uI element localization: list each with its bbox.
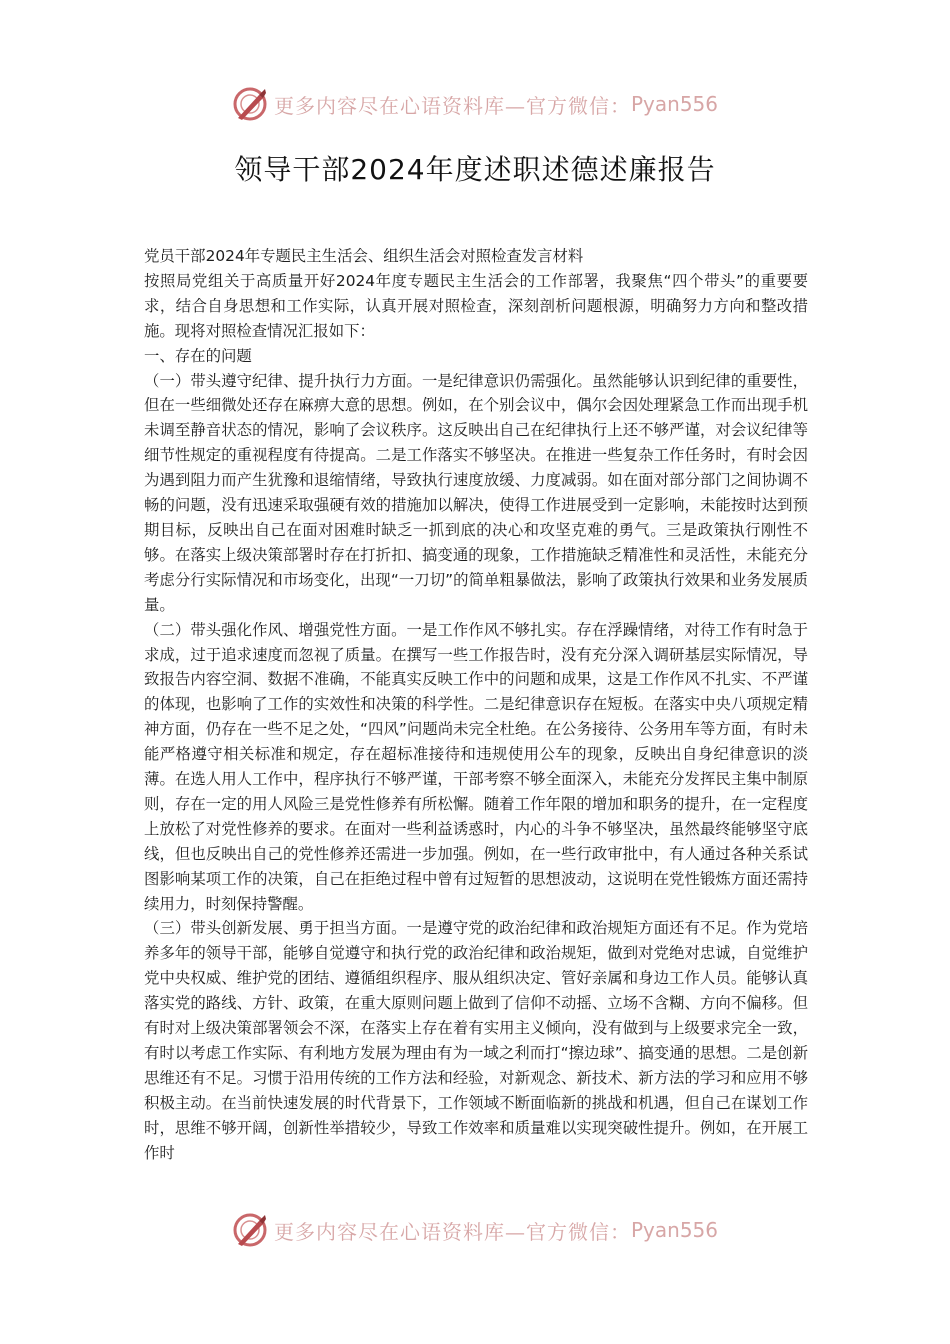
body-paragraph-3: （三）带头创新发展、勇于担当方面。一是遵守党的政治纪律和政治规矩方面还有不足。作为党培养多年的领导干部，能够自觉遵守和执行党的政治纪律和政治规矩，做到对党绝对忠诚，自觉维护党中央权威、维护党的团结、遵循组织程序、服从组织决定、管好亲属和身边工作人员。能够认真落实党的路线、方针、政策，在重大原则问题上做到了信仰不动摇、立场不含糊、方向不偏移。但有时对上级决策部署领会不深，在落实上存在着有实用主义倾向，没有做到与上级要求完全一致，有时以考虑工作实际、有利地方发展为理由有为一域之利而打“擦边球”、搞变通的思想。二是创新思维还有不足。习惯于沿用传统的工作方法和经验，对新观念、新技术、新方法的学习和应用不够积极主动。在当前快速发展的时代背景下，工作领域不断面临新的挑战和机遇，但自己在谋划工作时，思维不够开阔，创新性举措较少，导致工作效率和质量难以实现突破性提升。例如，在开展工作时 [144, 919, 808, 1162]
subtitle-line: 党员干部2024年专题民主生活会、组织生活会对照检查发言材料 [144, 247, 584, 265]
header-watermark-banner [0, 82, 950, 126]
banner-text: 更多内容尽在心语资料库—官方微信： [273, 1219, 631, 1244]
body-paragraph-2: （二）带头强化作风、增强党性方面。一是工作作风不够扎实。存在浮躁情绪，对待工作有时急于求成，过于追求速度而忽视了质量。在撰写一些工作报告时，没有充分深入调研基层实际情况，导致报告内容空洞、数据不准确，不能真实反映工作中的问题和成果，这是工作作风不扎实、不严谨的体现，也影响了工作的实效性和决策的科学性。二是纪律意识存在短板。在落实中央八项规定精神方面，仍存在一些不足之处，“四风”问题尚未完全杜绝。在公务接待、公务用车等方面，有时未能严格遵守相关标准和规定，存在超标准接待和违规使用公车的现象，反映出自身纪律意识的淡薄。在选人用人工作中，程序执行不够严谨，干部考察不够全面深入，未能充分发挥民主集中制原则，存在一定的用人风险三是党性修养有所松懈。随着工作年限的增加和职务的提升，在一定程度上放松了对党性修养的要求。在面对一些利益诱惑时，内心的斗争不够坚决，虽然最终能够坚守底线，但也反映出自己的党性修养还需进一步加强。例如，在一些行政审批中，有人通过各种关系试图影响某项工作的决策，自己在拒绝过程中曾有过短暂的思想波动，这说明在党性锻炼方面还需持续用力，时刻保持警醒。 [144, 620, 808, 913]
section-heading: 一、存在的问题 [144, 346, 252, 365]
document-body [144, 244, 808, 1166]
banner-text: 更多内容尽在心语资料库—官方微信： [273, 93, 631, 118]
document-title: 领导干部2024年度述职述德述廉报告 [234, 153, 716, 186]
pen-logo-icon [232, 1212, 268, 1248]
banner-wechat-id: Pyan556 [630, 92, 718, 116]
footer-watermark-banner [0, 1208, 950, 1252]
body-paragraph-1: （一）带头遵守纪律、提升执行力方面。一是纪律意识仍需强化。虽然能够认识到纪律的重要性，但在一些细微处还存在麻痹大意的思想。例如，在个别会议中，偶尔会因处理紧急工作而出现手机未调至静音状态的情况，影响了会议秩序。这反映出自己在纪律执行上还不够严谨，对会议纪律等细节性规定的重视程度有待提高。二是工作落实不够坚决。在推进一些复杂工作任务时，有时会因为遇到阻力而产生犹豫和退缩情绪，导致执行速度放缓、力度减弱。如在面对部分部门之间协调不畅的问题，没有迅速采取强硬有效的措施加以解决，使得工作进展受到一定影响，未能按时达到预期目标，反映出自己在面对困难时缺乏一抓到底的决心和攻坚克难的勇气。三是政策执行刚性不够。在落实上级决策部署时存在打折扣、搞变通的现象，工作措施缺乏精准性和灵活性，未能充分考虑分行实际情况和市场变化，出现“一刀切”的简单粗暴做法，影响了政策执行效果和业务发展质量。 [144, 371, 808, 614]
intro-paragraph: 按照局党组关于高质量开好2024年度专题民主生活会的工作部署，我聚焦“四个带头”的重要要求，结合自身思想和工作实际，认真开展对照检查，深刻剖析问题根源，明确努力方向和整改措施。现将对照检查情况汇报如下： [144, 271, 808, 340]
banner-wechat-id: Pyan556 [630, 1218, 718, 1242]
pen-logo-icon [232, 86, 268, 122]
